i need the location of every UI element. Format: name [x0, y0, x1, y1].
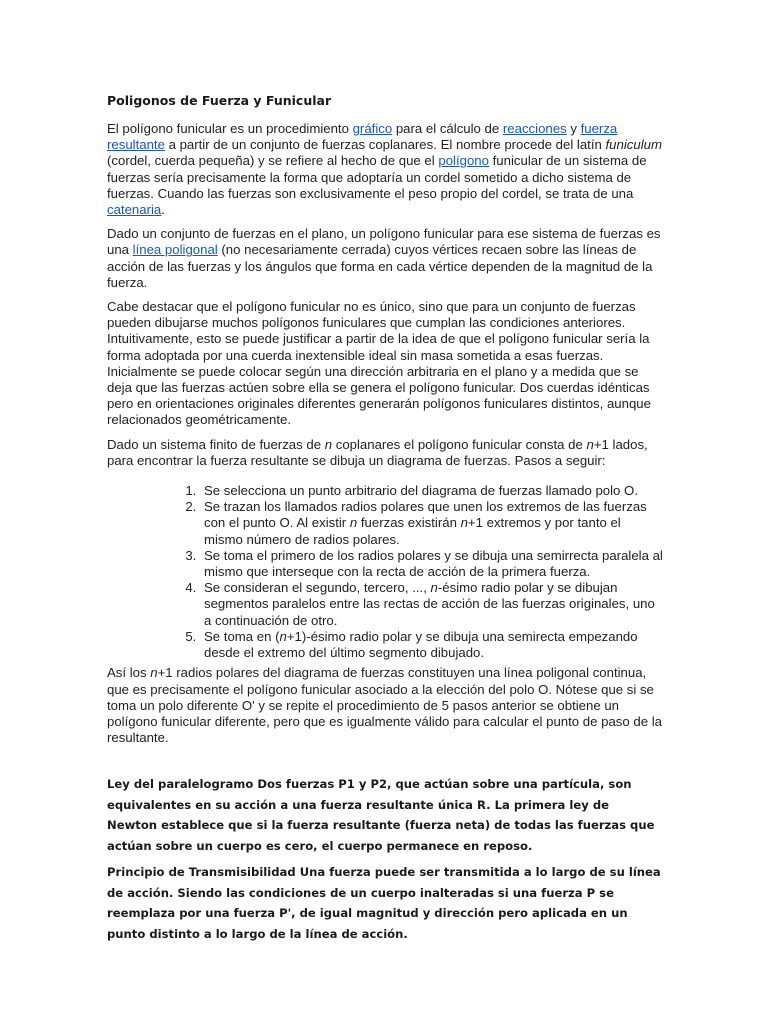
paragraph-parallelogram-law: Ley del paralelogramo Dos fuerzas P1 y P2, que actúan sobre una partícula, son equivalentes en su acción a una fuerza resultante única R. La primera ley de Newton establece que si la fuerza resultante (fuerza neta) de todas las fuerzas que actúan sobre un cuerpo es cero, el cuerpo permanece en reposo. — [107, 777, 655, 853]
text-span: . — [161, 202, 165, 218]
text-span: +1 extremos y por tanto el mismo número de radios polares. — [204, 515, 621, 547]
text-span: Dado un conjunto de fuerzas en el plano, un polígono funicular para ese sistema de fuerzas es una — [107, 226, 661, 258]
text-span: Dado un sistema finito de fuerzas de — [107, 436, 325, 452]
text-span: +1 lados, para encontrar la fuerza resultante se dibuja un diagrama de fuerzas. Pasos a seguir: — [107, 436, 648, 468]
italic-term: n — [586, 436, 594, 452]
step-item-1: 1. Se selecciona un punto arbitrario del diagrama de fuerzas llamado polo O. — [200, 483, 663, 499]
text-span: para el cálculo de — [392, 121, 503, 136]
paragraph-intro — [107, 121, 663, 218]
link-grafico[interactable]: gráfico — [352, 121, 393, 136]
italic-term: n — [279, 628, 287, 644]
document-content — [107, 92, 663, 950]
text-span: Se consideran el segundo, tercero, ..., — [204, 580, 431, 596]
text-span: -ésimo radio polar y se dibujan segmentos paralelos entre las rectas de acción de las fuerzas originales, uno a continuación de otro. — [204, 580, 655, 628]
paragraph-definition — [107, 226, 663, 291]
text-span: Así los — [107, 665, 151, 681]
italic-term: n — [430, 580, 438, 596]
document-title: Poligonos de Fuerza y Funicular — [107, 93, 332, 108]
text-span: coplanares el polígono funicular consta de — [332, 436, 587, 452]
paragraph-transmissibility: Principio de Transmisibilidad Una fuerza puede ser transmitida a lo largo de su línea de acción. Siendo las condiciones de un cuerpo inalteradas si una fuerza P se reemplaza por una fuerza P', de igual magnitud y dirección pero aplicada en un punto distinto a lo largo de la línea de acción. — [107, 865, 661, 941]
text-span: funicular de un sistema de fuerzas sería precisamente la forma que adoptaría un cordel sometido a dicho sistema de fuerzas. Cuando las fuerzas son exclusivamente el peso propio del cordel, se trata de una — [107, 153, 647, 201]
step-item-3: 3. Se toma el primero de los radios polares y se dibuja una semirrecta paralela al mismo que interseque con la recta de acción de la primera fuerza. — [200, 548, 663, 580]
paragraph-uniqueness: Cabe destacar que el polígono funicular no es único, sino que para un conjunto de fuerzas pueden dibujarse muchos polígonos funiculares que cumplan las condiciones anteriores. Intuitivamente, esto se puede justificar a partir de la idea de que el polígono funicular sería la forma adoptada por una cuerda inextensible ideal sin masa sometida a esas fuerzas. Inicialmente se puede colocar según una dirección arbitraria en el plano y a medida que se deja que las fuerzas actúen sobre ella se genera el polígono funicular. Dos cuerdas idénticas pero en orientaciones originales diferentes generarán polígonos funiculares distintos, aunque relacionados geométricamente. — [107, 299, 651, 428]
text-span: Se toma en ( — [204, 628, 280, 644]
paragraph-procedure-intro — [107, 437, 663, 469]
paragraph-conclusion — [107, 665, 663, 746]
italic-term: n — [460, 515, 468, 531]
text-span: +1)-ésimo radio polar y se dibuja una semirecta empezando desde el extremo del último segmento dibujado. — [204, 628, 638, 661]
italic-term: n — [150, 665, 158, 681]
text-span: a partir de un conjunto de fuerzas coplanares. El nombre procede del latín — [164, 137, 606, 153]
link-poligono[interactable]: polígono — [438, 153, 489, 169]
link-linea-poligonal[interactable]: línea poligonal — [132, 242, 218, 258]
text-span: Se trazan los llamados radios polares que unen los extremos de las fuerzas con el punto O. Al existir — [204, 499, 647, 531]
text-span: +1 radios polares del diagrama de fuerzas constituyen una línea poligonal continua, que es precisamente el polígono funicular asociado a la elección del polo O. Nótese que si se toma un polo diferente O' y se repite el procedimiento de 5 pasos anterior se obtiene un polígono funicular diferente, pero que es igualmente válido para calcular el punto de paso de la resultante. — [107, 665, 662, 746]
text-span: El polígono funicular es un procedimiento — [107, 121, 353, 136]
text-span: (no necesariamente cerrada) cuyos vértices recaen sobre las líneas de acción de las fuerzas y los ángulos que forma en cada vértice dependen de la magnitud de la fuerza. — [107, 242, 653, 290]
steps-list — [107, 483, 663, 661]
text-span: (cordel, cuerda pequeña) y se refiere al hecho de que el — [107, 153, 439, 169]
italic-term: n — [349, 515, 358, 531]
text-span: y — [566, 121, 581, 136]
link-catenaria[interactable]: catenaria — [107, 202, 162, 218]
italic-term: n — [324, 436, 333, 452]
link-fuerza-resultante[interactable]: fuerza resultante — [107, 121, 618, 153]
italic-term: funiculum — [605, 137, 662, 153]
text-span: fuerzas existirán — [357, 515, 461, 531]
step-item-5 — [200, 629, 663, 661]
link-reacciones[interactable]: reacciones — [502, 121, 567, 136]
step-item-4 — [200, 580, 663, 629]
step-item-2 — [200, 499, 663, 548]
